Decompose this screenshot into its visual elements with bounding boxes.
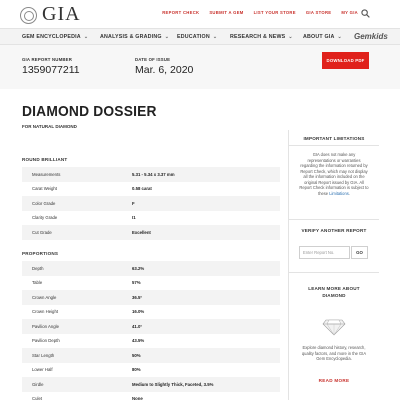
row-label: Clarity Grade (32, 215, 58, 221)
row-value: 5.31 - 5.34 x 3.37 mm (132, 171, 175, 177)
verify-heading: VERIFY ANOTHER REPORT (301, 228, 367, 233)
nav-gem-encyclopedia[interactable] (22, 34, 88, 40)
date-of-issue-label: DATE OF ISSUE (135, 57, 171, 62)
round-brilliant-heading: ROUND BRILLIANT (22, 157, 68, 162)
row-label: Depth (32, 265, 44, 271)
divider (289, 272, 379, 273)
row-label: Crown Angle (32, 294, 57, 300)
row-label: Cut Grade (32, 229, 52, 235)
row-value: 0.58 carat (132, 186, 152, 192)
page-subtitle: FOR NATURAL DIAMOND (22, 124, 77, 129)
nav-research-news[interactable] (230, 34, 293, 40)
learn-text: Explore diamond history, research, quality factors, and more in the GIA Gem Encyclopedia. (301, 345, 367, 361)
read-more-link[interactable]: READ MORE (318, 378, 350, 383)
row-value: 43.5% (132, 338, 145, 344)
row-value: Excellent (132, 229, 151, 235)
row-value: F (132, 200, 135, 206)
diamond-icon (322, 314, 346, 336)
table-row (22, 377, 280, 392)
sidebar (288, 130, 378, 400)
row-label: Star Length (32, 352, 55, 358)
report-number-label: GIA REPORT NUMBER (22, 57, 73, 62)
nav-label: RESEARCH & NEWS (230, 34, 286, 40)
row-label: Culet (32, 396, 43, 400)
row-label: Girdle (32, 381, 44, 387)
search-icon[interactable] (361, 9, 370, 18)
limitations-text (299, 152, 369, 196)
nav-education[interactable] (177, 34, 217, 40)
limitations-heading: IMPORTANT LIMITATIONS (303, 136, 365, 141)
proportions-heading: PROPORTIONS (22, 251, 59, 256)
row-value: 57% (132, 280, 141, 286)
table-row (22, 363, 280, 378)
go-button[interactable]: GO (351, 246, 368, 259)
row-label: Table (32, 280, 43, 286)
chevron-down-icon: ⌄ (164, 34, 170, 40)
table-row (22, 225, 280, 240)
round-brilliant-table (22, 167, 280, 240)
table-row (22, 348, 280, 363)
proportions-table (22, 261, 280, 400)
nav-label: EDUCATION (177, 34, 210, 40)
report-number-input[interactable]: Enter Report No. (299, 246, 350, 259)
row-label: Carat Weight (32, 186, 57, 192)
table-row (22, 276, 280, 291)
learn-heading-1: LEARN MORE ABOUT (308, 286, 360, 291)
table-row (22, 196, 280, 211)
table-row (22, 167, 280, 182)
row-value: 50% (132, 352, 141, 358)
nav-about-gia[interactable] (303, 34, 342, 40)
table-row (22, 182, 280, 197)
row-label: Color Grade (32, 200, 56, 206)
chevron-down-icon: ⌄ (83, 34, 89, 40)
chevron-down-icon: ⌄ (288, 34, 293, 40)
row-label: Lower Half (32, 367, 53, 373)
divider (289, 145, 379, 146)
period: . (348, 190, 350, 196)
gemkids-logo[interactable]: Gemkids (354, 32, 388, 41)
table-row (22, 261, 280, 276)
table-row (22, 334, 280, 349)
row-value: 63.2% (132, 265, 145, 271)
nav-label: ANALYSIS & GRADING (100, 34, 162, 40)
top-link-gia-store[interactable]: GIA STORE (305, 10, 332, 15)
gia-logo[interactable]: GIA (42, 3, 81, 25)
report-number-value: 1359077211 (22, 64, 80, 76)
top-link-submit-gem[interactable]: SUBMIT A GEM (209, 10, 244, 15)
table-row (22, 392, 280, 400)
main-nav (0, 28, 400, 45)
nav-analysis-grading[interactable] (100, 34, 169, 40)
top-header (0, 0, 400, 28)
top-links (162, 10, 358, 15)
chevron-down-icon: ⌄ (337, 34, 342, 40)
download-pdf-button[interactable]: DOWNLOAD PDF (322, 52, 369, 69)
top-link-list-store[interactable]: LIST YOUR STORE (253, 10, 296, 15)
table-row (22, 319, 280, 334)
nav-label: GEM ENCYCLOPEDIA (22, 34, 81, 40)
row-label: Pavilion Depth (32, 338, 60, 344)
date-of-issue-value: Mar. 6, 2020 (135, 64, 194, 76)
row-value: Medium to Slightly Thick, Faceted, 3.5% (132, 381, 214, 387)
top-link-my-gia[interactable]: MY GIA (341, 10, 358, 15)
chevron-down-icon: ⌄ (212, 34, 218, 40)
nav-label: ABOUT GIA (303, 34, 335, 40)
top-link-report-check[interactable]: REPORT CHECK (162, 10, 200, 15)
table-row (22, 211, 280, 226)
divider (289, 219, 379, 220)
learn-heading-2: DIAMOND (322, 293, 346, 298)
row-value: 41.0° (132, 323, 143, 329)
limitations-body: GIA does not make any representations or warranties regarding the information returned by Report Check, which may not display all the information included on the original Report issued by GIA. All Report Check information is subject to these (299, 152, 369, 196)
gia-seal-icon[interactable] (20, 7, 37, 24)
row-label: Crown Height (32, 309, 59, 315)
row-label: Pavilion Angle (32, 323, 59, 329)
table-row (22, 290, 280, 305)
row-value: I1 (132, 215, 136, 221)
table-row (22, 305, 280, 320)
row-value: 80% (132, 367, 141, 373)
row-value: 36.5° (132, 294, 143, 300)
page-title: DIAMOND DOSSIER (22, 103, 157, 120)
row-label: Measurements (32, 171, 61, 177)
row-value: None (132, 396, 143, 400)
row-value: 16.0% (132, 309, 145, 315)
limitations-link[interactable]: Limitations (329, 190, 349, 196)
